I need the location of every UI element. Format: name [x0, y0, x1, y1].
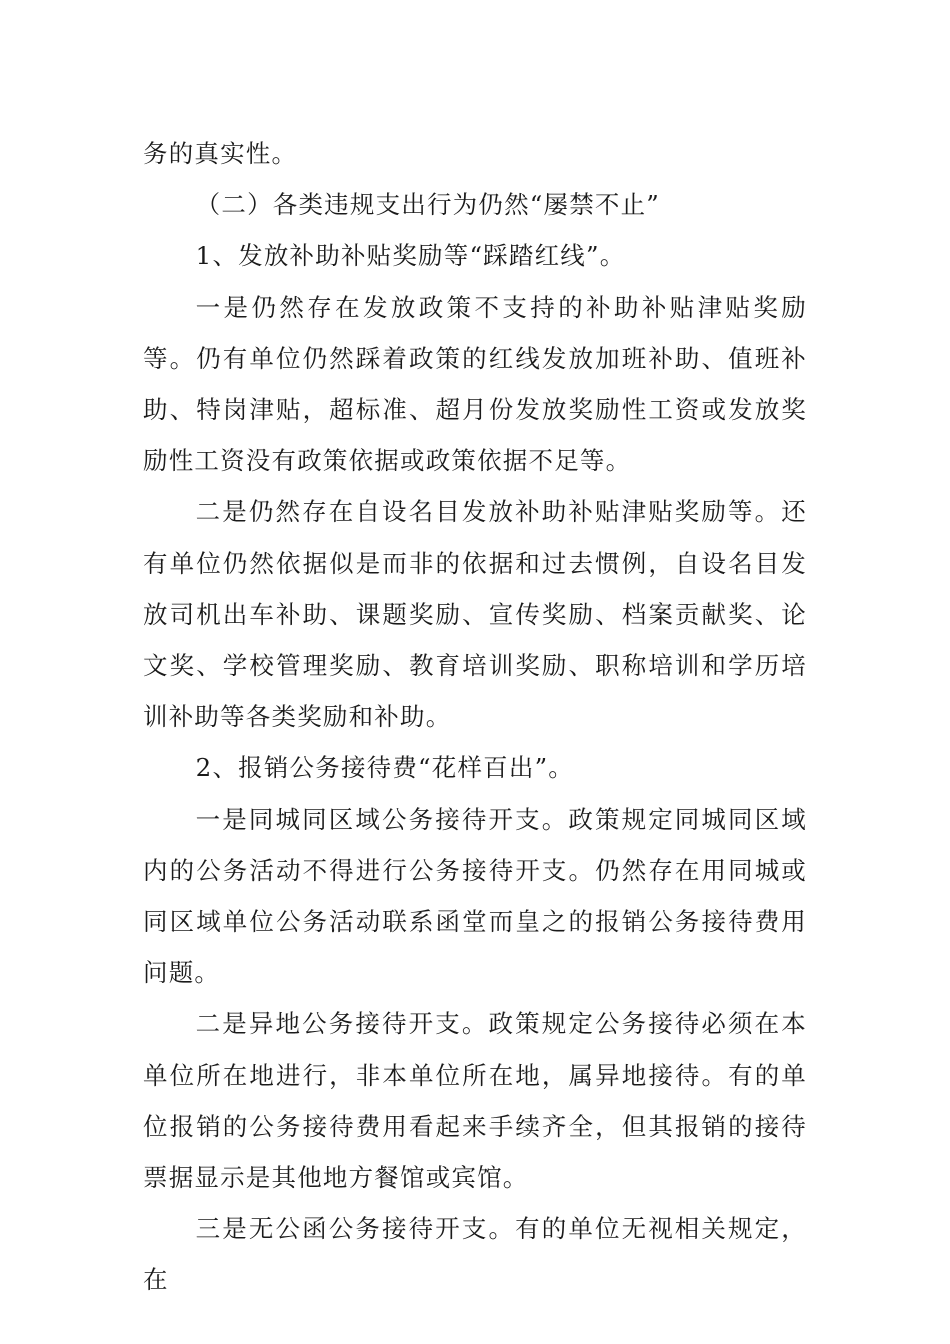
- paragraph-offsite-reception: 二是异地公务接待开支。政策规定公务接待必须在本单位所在地进行，非本单位所在地，属异地接待。有的单位报销的公务接待费用看起来手续齐全，但其报销的接待票据显示是其他地方餐馆或宾馆。: [143, 1009, 807, 1193]
- subheading-1: 1、发放补助补贴奖励等“踩踏红线”。: [195, 241, 626, 271]
- paragraph-subsidy-unsupported: 一是仍然存在发放政策不支持的补助补贴津贴奖励等。仍有单位仍然踩着政策的红线发放加班补助、值班补助、特岗津贴，超标准、超月份发放奖励性工资或发放奖励性工资没有政策依据或政策依据不足等。: [143, 292, 807, 476]
- paragraph-subsidy-self-defined: 二是仍然存在自设名目发放补助补贴津贴奖励等。还有单位仍然依据似是而非的依据和过去惯例，自设名目发放司机出车补助、课题奖励、宣传奖励、档案贡献奖、论文奖、学校管理奖励、教育培训奖励、职称培训和学历培训补助等各类奖励和补助。: [143, 497, 807, 732]
- section-heading-2: （二）各类违规支出行为仍然“屡禁不止”: [195, 190, 661, 220]
- subheading-2: 2、报销公务接待费“花样百出”。: [195, 753, 575, 783]
- document-body: [143, 128, 807, 1306]
- paragraph-same-city-reception: 一是同城同区域公务接待开支。政策规定同城同区域内的公务活动不得进行公务接待开支。仍然存在用同城或同区域单位公务活动联系函堂而皇之的报销公务接待费用问题。: [143, 804, 807, 988]
- paragraph-continuation: 务的真实性。: [143, 139, 298, 168]
- paragraph-no-letter-reception: 三是无公函公务接待开支。有的单位无视相关规定，在: [143, 1214, 807, 1295]
